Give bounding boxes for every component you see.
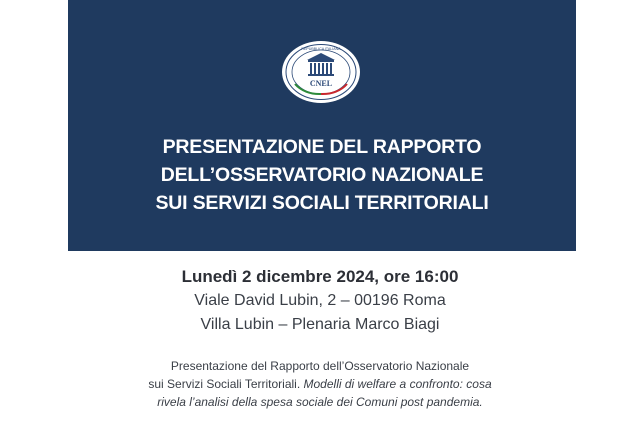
event-date-time: Lunedì 2 dicembre 2024, ore 16:00 (181, 267, 459, 286)
headline-line: PRESENTAZIONE DEL RAPPORTO (162, 136, 482, 158)
page-title (68, 133, 576, 217)
description-line-1: Presentazione del Rapporto dell’Osservatorio Nazionale (170, 359, 470, 373)
description-line-2 (0, 375, 640, 393)
event-venue: Villa Lubin – Plenaria Marco Biagi (200, 316, 440, 333)
description-line-2-italic: Modelli di welfare a confronto: cosa (303, 377, 492, 391)
description-line-3-italic: rivela l’analisi della spesa sociale dei Comuni post pandemia. (157, 395, 483, 409)
description-line-2-plain: sui Servizi Sociali Territoriali. (148, 377, 304, 391)
headline-line: DELL’OSSERVATORIO NAZIONALE (160, 164, 484, 186)
event-address: Viale David Lubin, 2 – 00196 Roma (194, 292, 446, 309)
cnel-emblem-logo (281, 40, 361, 104)
logo-top-text: REPUBBLICA ITALIANA (301, 47, 341, 51)
headline-line: SUI SERVIZI SOCIALI TERRITORIALI (155, 192, 489, 214)
description-line-3 (0, 393, 640, 411)
event-details (0, 265, 640, 337)
logo-acronym: CNEL (309, 79, 333, 88)
event-description (0, 357, 640, 411)
